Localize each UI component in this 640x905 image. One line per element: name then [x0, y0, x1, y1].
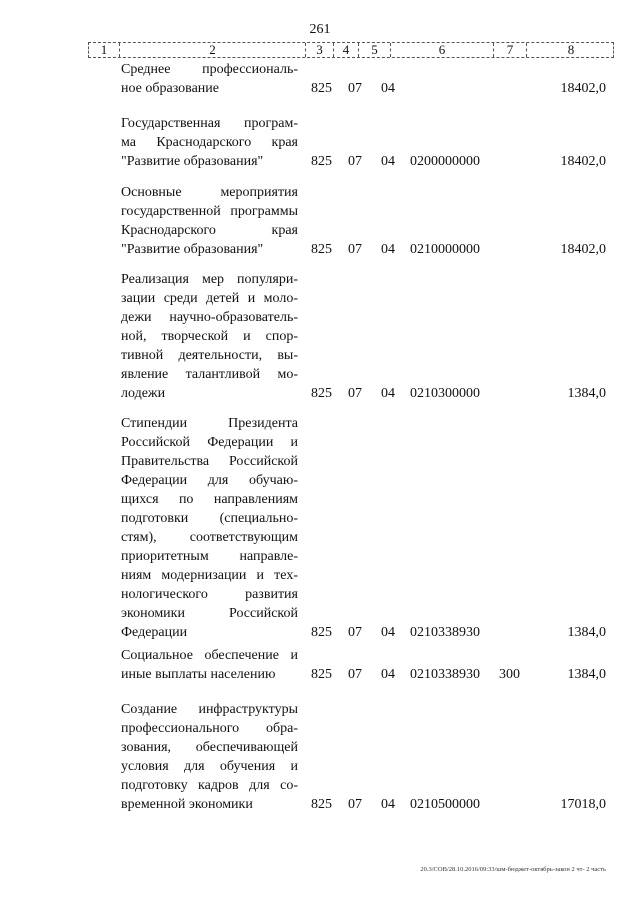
description-line: Российской Федерации и — [121, 435, 298, 450]
header-col-6: 6 — [391, 43, 494, 57]
description-line: стям), соответствующим — [121, 530, 298, 545]
row-description — [121, 183, 298, 259]
description-line: Основные мероприятия — [121, 185, 298, 200]
cell-col5: 04 — [381, 154, 395, 169]
cell-col3: 825 — [311, 797, 332, 812]
cell-col3: 825 — [311, 81, 332, 96]
description-line: щихся по направлениям — [121, 492, 298, 507]
description-line: Правительства Российской — [121, 454, 298, 469]
header-col-1: 1 — [89, 43, 120, 57]
cell-col5: 04 — [381, 667, 395, 682]
description-line: "Развитие образования" — [121, 242, 264, 257]
description-line: ной, творческой и спор- — [121, 329, 298, 344]
description-line: тивной деятельности, вы- — [121, 348, 298, 363]
cell-col6: 0210338930 — [410, 667, 480, 682]
document-footer: 20.3/СОВ/28.10.2016/09:33/шм-бюджет-октябрь-закон 2 чт- 2 часть — [420, 866, 606, 873]
header-col-8: 8 — [567, 42, 575, 57]
cell-col5: 04 — [381, 797, 395, 812]
description-line: Создание инфраструктуры — [121, 702, 298, 717]
description-line: явление талантливой мо- — [121, 367, 298, 382]
cell-col6: 0200000000 — [410, 154, 480, 169]
description-line: ниям модернизации и тех- — [121, 568, 298, 583]
header-col-7: 7 — [494, 43, 527, 57]
cell-amount: 18402,0 — [560, 242, 606, 257]
header-col-4: 4 — [334, 43, 359, 57]
description-line: условия для обучения и — [121, 759, 298, 774]
description-line: дежи научно-образователь- — [121, 310, 298, 325]
cell-amount: 17018,0 — [560, 797, 606, 812]
cell-col4: 07 — [348, 81, 362, 96]
cell-amount: 1384,0 — [567, 386, 606, 401]
description-line: лодежи — [121, 386, 166, 401]
cell-col5: 04 — [381, 81, 395, 96]
cell-col7: 300 — [499, 667, 520, 682]
description-line: ма Краснодарского края — [121, 135, 298, 150]
table-header — [88, 42, 614, 58]
cell-col3: 825 — [311, 667, 332, 682]
cell-col4: 07 — [348, 154, 362, 169]
cell-col4: 07 — [348, 797, 362, 812]
description-line: временной экономики — [121, 797, 253, 812]
cell-col5: 04 — [381, 386, 395, 401]
description-line: Федерации для обучаю- — [121, 473, 298, 488]
description-line: экономики Российской — [121, 606, 298, 621]
cell-col4: 07 — [348, 386, 362, 401]
description-line: профессионального обра- — [121, 721, 298, 736]
description-line: государственной программы — [121, 204, 298, 219]
cell-col6: 0210338930 — [410, 625, 480, 640]
cell-amount: 1384,0 — [567, 667, 606, 682]
row-description — [121, 60, 298, 98]
description-line: Среднее профессиональ- — [121, 62, 298, 77]
header-col-5: 5 — [359, 43, 391, 57]
cell-col6: 0210000000 — [410, 242, 480, 257]
description-line: нологического развития — [121, 587, 298, 602]
header-col-2: 2 — [120, 43, 306, 57]
row-description — [121, 270, 298, 403]
cell-col4: 07 — [348, 625, 362, 640]
description-line: Государственная програм- — [121, 116, 298, 131]
cell-amount: 18402,0 — [560, 81, 606, 96]
row-description — [121, 114, 298, 171]
page-number: 261 — [309, 22, 331, 37]
row-description — [121, 414, 298, 642]
cell-col4: 07 — [348, 667, 362, 682]
description-line: Социальное обеспечение и — [121, 648, 298, 663]
cell-col3: 825 — [311, 386, 332, 401]
description-line: зования, обеспечивающей — [121, 740, 298, 755]
description-line: ное образование — [121, 81, 219, 96]
description-line: Стипендии Президента — [121, 416, 298, 431]
cell-amount: 1384,0 — [567, 625, 606, 640]
description-line: Краснодарского края — [121, 223, 298, 238]
cell-col5: 04 — [381, 242, 395, 257]
row-description — [121, 700, 298, 814]
header-col-3: 3 — [306, 43, 334, 57]
cell-col6: 0210300000 — [410, 386, 480, 401]
cell-col6: 0210500000 — [410, 797, 480, 812]
cell-col4: 07 — [348, 242, 362, 257]
cell-col3: 825 — [311, 154, 332, 169]
description-line: иные выплаты населению — [121, 667, 276, 682]
description-line: приоритетным направле- — [121, 549, 298, 564]
description-line: зации среди детей и моло- — [121, 291, 298, 306]
description-line: подготовки (специально- — [121, 511, 298, 526]
description-line: подготовку кадров для со- — [121, 778, 298, 793]
description-line: Федерации — [121, 625, 188, 640]
cell-col3: 825 — [311, 242, 332, 257]
cell-amount: 18402,0 — [560, 154, 606, 169]
row-description — [121, 646, 298, 684]
description-line: Реализация мер популяри- — [121, 272, 298, 287]
description-line: "Развитие образования" — [121, 154, 264, 169]
cell-col3: 825 — [311, 625, 332, 640]
cell-col5: 04 — [381, 625, 395, 640]
